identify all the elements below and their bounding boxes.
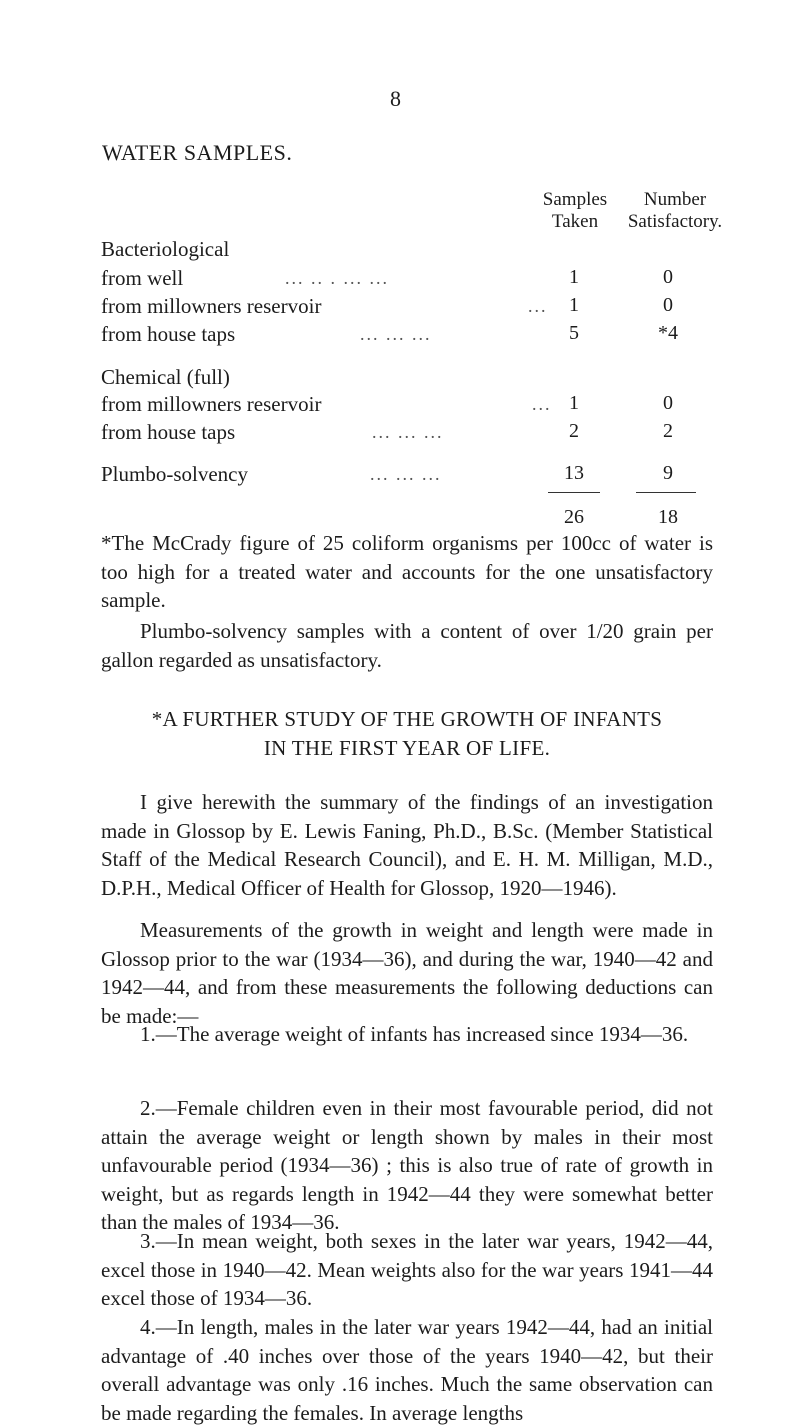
paragraph-measurements: Measurements of the growth in weight and length were made in Glossop prior to the war (1934—36), and during the war, 1940—42 and 1942—44, and from these measurements the following deductions can be made:—: [101, 918, 713, 1028]
satisfactory-value: *4: [658, 322, 678, 344]
leader-dots: ...: [532, 394, 552, 414]
section-heading-line1: *A FURTHER STUDY OF THE GROWTH OF INFANTS: [151, 707, 663, 731]
leader-dots: ... ... ...: [372, 422, 444, 442]
samples-taken-value: 1: [569, 266, 579, 288]
total-samples-taken: 26: [564, 506, 584, 528]
finding-2: 2.—Female children even in their most favourable period, did not attain the average weight or length shown by males in their most unfavourable period (1934—36) ; this is also true of rate of growth in weight, but as regards length in 1942—44 they were somewhat better than the males of 1934—36.: [101, 1096, 713, 1234]
samples-taken-value: 5: [569, 322, 579, 344]
number-header-line1: Number: [643, 189, 707, 210]
row-label: from millowners reservoir: [101, 392, 322, 416]
samples-header-line2: Taken: [551, 211, 599, 232]
number-satisfactory-header: [612, 189, 738, 233]
leader-dots: ... ... ...: [360, 324, 432, 344]
finding-4: 4.—In length, males in the later war years 1942—44, had an initial advantage of .40 inches over those of the years 1940—42, but their overall advantage was only .16 inches. Much the same observation can be made regarding the females. In average lengths: [101, 1315, 713, 1425]
section-heading-chemical: Chemical (full): [101, 365, 230, 389]
section-heading-line2: IN THE FIRST YEAR OF LIFE.: [263, 736, 551, 760]
satisfactory-value: 0: [663, 266, 673, 288]
row-label: from house taps: [101, 322, 236, 346]
samples-taken-value: 13: [564, 462, 584, 484]
total-rule-satisfactory: [636, 492, 696, 493]
row-label: Plumbo-solvency: [101, 462, 248, 486]
finding-1: 1.—The average weight of infants has increased since 1934—36.: [140, 1022, 689, 1046]
total-rule-samples: [548, 492, 600, 493]
satisfactory-value: 9: [663, 462, 673, 484]
samples-taken-value: 2: [569, 420, 579, 442]
page-title: WATER SAMPLES.: [102, 140, 293, 165]
leader-dots: ... .. . ... ...: [285, 268, 389, 288]
total-satisfactory: 18: [658, 506, 678, 528]
number-header-line2: Satisfactory.: [627, 211, 723, 232]
paragraph-intro: I give herewith the summary of the findings of an investigation made in Glossop by E. Lewis Faning, Ph.D., B.Sc. (Member Statistical Staff of the Medical Research Council), and E. H. M. Milligan, M.D., D.P.H., Medical Officer of Health for Glossop, 1920—1946).: [101, 790, 713, 900]
plumbo-solvency-note: Plumbo-solvency samples with a content of over 1/20 grain per gallon regarded as unsatisfactory.: [101, 619, 713, 672]
row-label: from millowners reservoir: [101, 294, 322, 318]
satisfactory-value: 0: [663, 294, 673, 316]
leader-dots: ... ... ...: [370, 464, 442, 484]
samples-taken-header: [534, 189, 616, 233]
row-label: from house taps: [101, 420, 236, 444]
page-number: 8: [390, 86, 401, 111]
samples-taken-value: 1: [569, 294, 579, 316]
section-heading-bacteriological: Bacteriological: [101, 237, 230, 261]
samples-header-line1: Samples: [542, 189, 608, 210]
satisfactory-value: 0: [663, 392, 673, 414]
finding-3: 3.—In mean weight, both sexes in the later war years, 1942—44, excel those in 1940—42. Mean weights also for the war years 1941—44 excel those of 1934—36.: [101, 1229, 713, 1310]
satisfactory-value: 2: [663, 420, 673, 442]
footnote-mccrady: *The McCrady figure of 25 coliform organisms per 100cc of water is too high for a treated water and accounts for the one unsatisfactory sample.: [101, 531, 713, 612]
leader-dots: ...: [528, 296, 548, 316]
row-label: from well: [101, 266, 184, 290]
samples-taken-value: 1: [569, 392, 579, 414]
